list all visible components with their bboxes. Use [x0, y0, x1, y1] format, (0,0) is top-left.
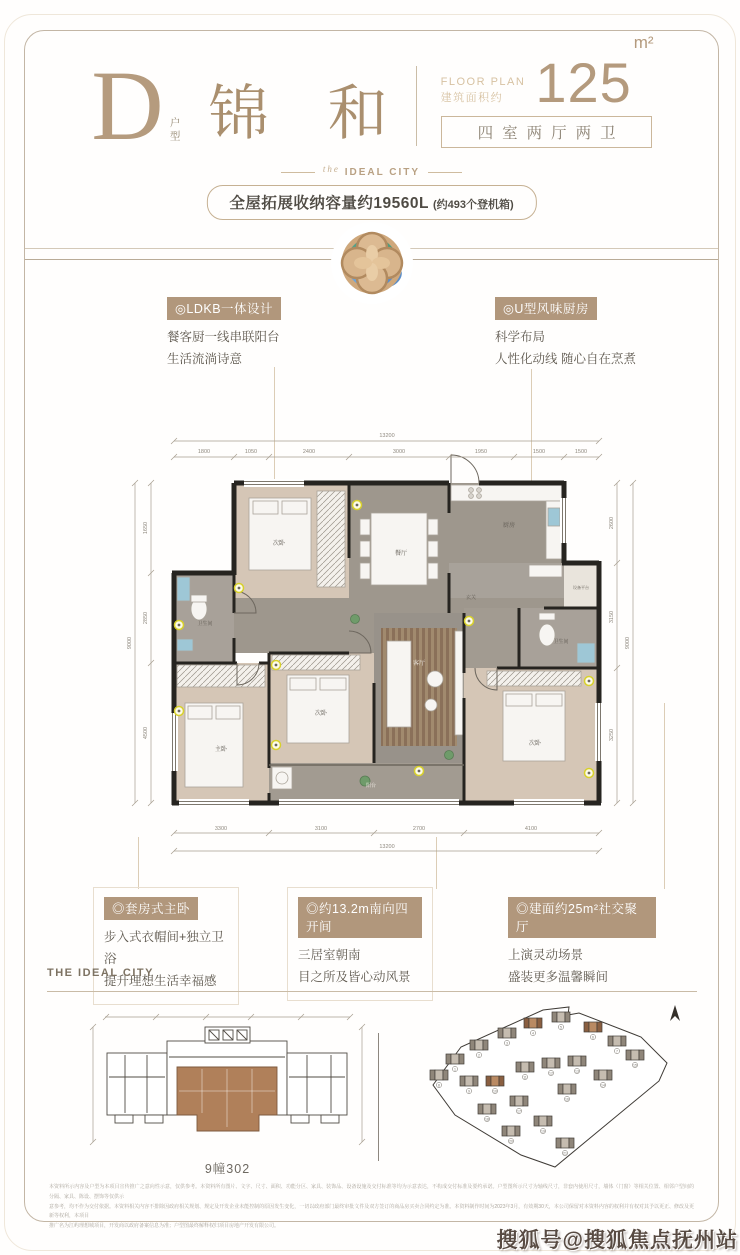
section-rule — [47, 991, 697, 992]
svg-text:16: 16 — [565, 1097, 569, 1102]
brand-logo-line — [25, 164, 718, 178]
room-label-bath-l: 卫生间 — [197, 621, 213, 627]
svg-text:17: 17 — [517, 1109, 521, 1114]
room-label-bedroom-r: 次卧 — [528, 741, 542, 747]
disclaimer-line2: 意参考，均不作为交付依据。本资料相关内容不排除因政府相关规划、规定及开发企业未能控制的原因发生变化，一切以政府部门最终审批文件及双方签订的商品房买卖合同约定为准。本资料制作时间为2023年3月，有效期30天，本公司保留对本资料内容的权利并有权对其予以更正、修改及更新等权利，本项目 — [49, 1203, 694, 1220]
dim-right-0: 2600 — [609, 516, 615, 530]
callout-master-suite — [93, 887, 239, 1005]
svg-text:6: 6 — [592, 1035, 594, 1040]
dim-top-1: 1050 — [244, 449, 258, 455]
callout-ldkb-tag: ◎LDKB一体设计 — [167, 297, 281, 320]
svg-text:9: 9 — [468, 1089, 470, 1094]
floor-plan-en: FLOOR PLAN — [440, 76, 526, 89]
callout-kitchen-tag: ◎U型风味厨房 — [495, 297, 597, 320]
room-label-kitchen: 厨房 — [502, 523, 516, 529]
unit-type-label: 户型 — [168, 117, 181, 144]
disclaimer-line1: 本资料所示内容及户型为本项目宣传推广之意向性示意，仅供参考。本资料所有图片、文字、尺寸、面积、功能分区、家具、装饰品、设备设施及交付标准等均为示意表达，不构成交付标准及要约承诺。户型图所示尺寸为轴线尺寸，非套内使用尺寸，墙体（门窗）等相关位置、相邻户型间的分隔、家具、陈设、摆饰等仅供示 — [49, 1184, 694, 1200]
svg-text:19: 19 — [541, 1129, 545, 1134]
room-label-master: 主卧 — [214, 747, 228, 753]
header-divider — [416, 66, 417, 146]
callout-south-bays-line1: 三居室朝南 — [298, 948, 361, 962]
floor-plan-caption — [441, 75, 526, 107]
dim-left-total: 9000 — [127, 636, 133, 650]
brand-dash-left — [281, 172, 315, 173]
dim-bottom-2: 2700 — [412, 826, 426, 832]
header-right — [440, 33, 654, 148]
callout-social-hall — [497, 887, 667, 1001]
section-title: THE IDEAL CITY — [47, 967, 154, 979]
dim-top-2: 2400 — [302, 449, 316, 455]
dim-right-total: 9000 — [625, 636, 631, 650]
callout-master-suite-line2: 提升理想生活幸福感 — [104, 973, 217, 988]
room-label-foyer: 玄关 — [465, 595, 477, 601]
dim-bottom-total: 13200 — [379, 844, 395, 850]
area-unit: m² — [633, 33, 654, 52]
room-label-bath-r: 卫生间 — [553, 639, 569, 645]
dim-bottom-0: 3300 — [214, 826, 228, 832]
dim-top-6: 1500 — [574, 449, 588, 455]
north-arrow-icon — [670, 1005, 680, 1021]
svg-text:14: 14 — [601, 1083, 605, 1088]
unit-type-letter: D — [91, 50, 164, 161]
panel-divider — [378, 1033, 379, 1161]
dim-top-0: 1800 — [197, 449, 211, 455]
svg-text:15: 15 — [633, 1063, 637, 1068]
area-label: 建筑面积约 — [440, 92, 504, 105]
callout-social-hall-tag: ◎建面约25m²社交聚厅 — [508, 897, 656, 938]
disclaimer-line3: 推广名为江屿理想城项目，开发商以政府备案信息为准；户型图最终解释权归项目房地产开发有限公司。 — [49, 1223, 280, 1229]
site-boundary — [433, 1007, 667, 1167]
medallion-logo-icon — [330, 221, 414, 310]
callout-ldkb-line1: 餐客厨一线串联阳台 — [167, 330, 280, 344]
dim-left-0: 1650 — [143, 521, 149, 535]
dim-left-2: 4500 — [143, 726, 149, 740]
dim-left-1: 2850 — [143, 611, 149, 625]
dim-bottom-3: 4100 — [524, 826, 538, 832]
building-plate — [85, 1007, 370, 1162]
storage-capacity-text: 全屋拓展收纳容量约19560L — [229, 195, 429, 212]
svg-text:3: 3 — [506, 1041, 508, 1046]
svg-text:8: 8 — [438, 1083, 440, 1088]
svg-text:7: 7 — [616, 1049, 618, 1054]
plate-highlight-unit — [177, 1067, 277, 1131]
room-label-dining: 餐厅 — [394, 551, 408, 557]
brand-name: IDEAL CITY — [344, 167, 421, 178]
header — [25, 33, 718, 161]
callout-master-suite-line1: 步入式衣帽间+独立卫浴 — [104, 930, 224, 966]
unit-location-label: 9幢302 — [204, 1162, 251, 1176]
svg-text:11: 11 — [523, 1075, 527, 1080]
callout-south-bays-line2: 目之所及皆心动风景 — [298, 969, 411, 984]
dim-top-5: 1500 — [532, 449, 546, 455]
dim-top-total: 13200 — [379, 433, 395, 439]
svg-text:12: 12 — [549, 1071, 553, 1076]
callout-social-hall-line2: 盛装更多温馨瞬间 — [508, 969, 609, 984]
callout-kitchen-line1: 科学布局 — [495, 330, 546, 344]
watermark: 搜狐号@搜狐焦点抚州站 — [496, 1229, 738, 1252]
rooms-summary: 四室两厅两卫 — [441, 116, 652, 148]
callout-social-hall-line1: 上演灵动场景 — [508, 948, 584, 962]
room-label-bedroom-tl: 次卧 — [272, 541, 286, 547]
site-plan — [403, 997, 703, 1177]
svg-text:20: 20 — [509, 1139, 513, 1144]
callout-kitchen-line2: 人性化动线 随心自在烹煮 — [495, 351, 636, 366]
storage-capacity-badge — [206, 185, 536, 220]
callout-south-bays-tag: ◎约13.2m南向四开间 — [298, 897, 422, 938]
callout-kitchen — [495, 297, 636, 371]
dim-right-2: 3250 — [609, 728, 615, 742]
area-figure — [535, 33, 654, 114]
dim-top-4: 1950 — [474, 449, 488, 455]
callout-ldkb — [167, 297, 281, 371]
svg-text:2: 2 — [478, 1053, 480, 1058]
floor-plan — [119, 413, 649, 878]
svg-text:1: 1 — [454, 1067, 456, 1072]
area-value: 125 — [535, 51, 632, 114]
callout-master-suite-tag: ◎套房式主卧 — [104, 897, 198, 920]
svg-text:18: 18 — [485, 1117, 489, 1122]
room-label-living: 客厅 — [412, 661, 426, 667]
dim-right-1: 3150 — [609, 610, 615, 624]
brand-dash-right — [428, 172, 462, 173]
svg-text:10: 10 — [493, 1089, 497, 1094]
room-label-equip: 设备平台 — [573, 585, 589, 590]
svg-text:4: 4 — [532, 1031, 534, 1036]
room-label-balcony: 阳台 — [365, 783, 377, 789]
room-label-bedroom-mid: 次卧 — [314, 711, 328, 717]
svg-text:5: 5 — [560, 1025, 562, 1030]
dim-bottom-1: 3100 — [314, 826, 328, 832]
callout-south-bays — [287, 887, 433, 1001]
brand-script: the — [322, 164, 340, 174]
callout-ldkb-line2: 生活流淌诗意 — [167, 351, 243, 366]
unit-name: 锦 和 — [208, 81, 410, 147]
dim-top-3: 3000 — [392, 449, 406, 455]
leader-line-social — [664, 703, 665, 889]
svg-text:13: 13 — [575, 1069, 579, 1074]
main-frame — [24, 30, 719, 1229]
svg-text:21: 21 — [563, 1151, 567, 1156]
storage-capacity-note: (约493个登机箱) — [432, 199, 514, 211]
